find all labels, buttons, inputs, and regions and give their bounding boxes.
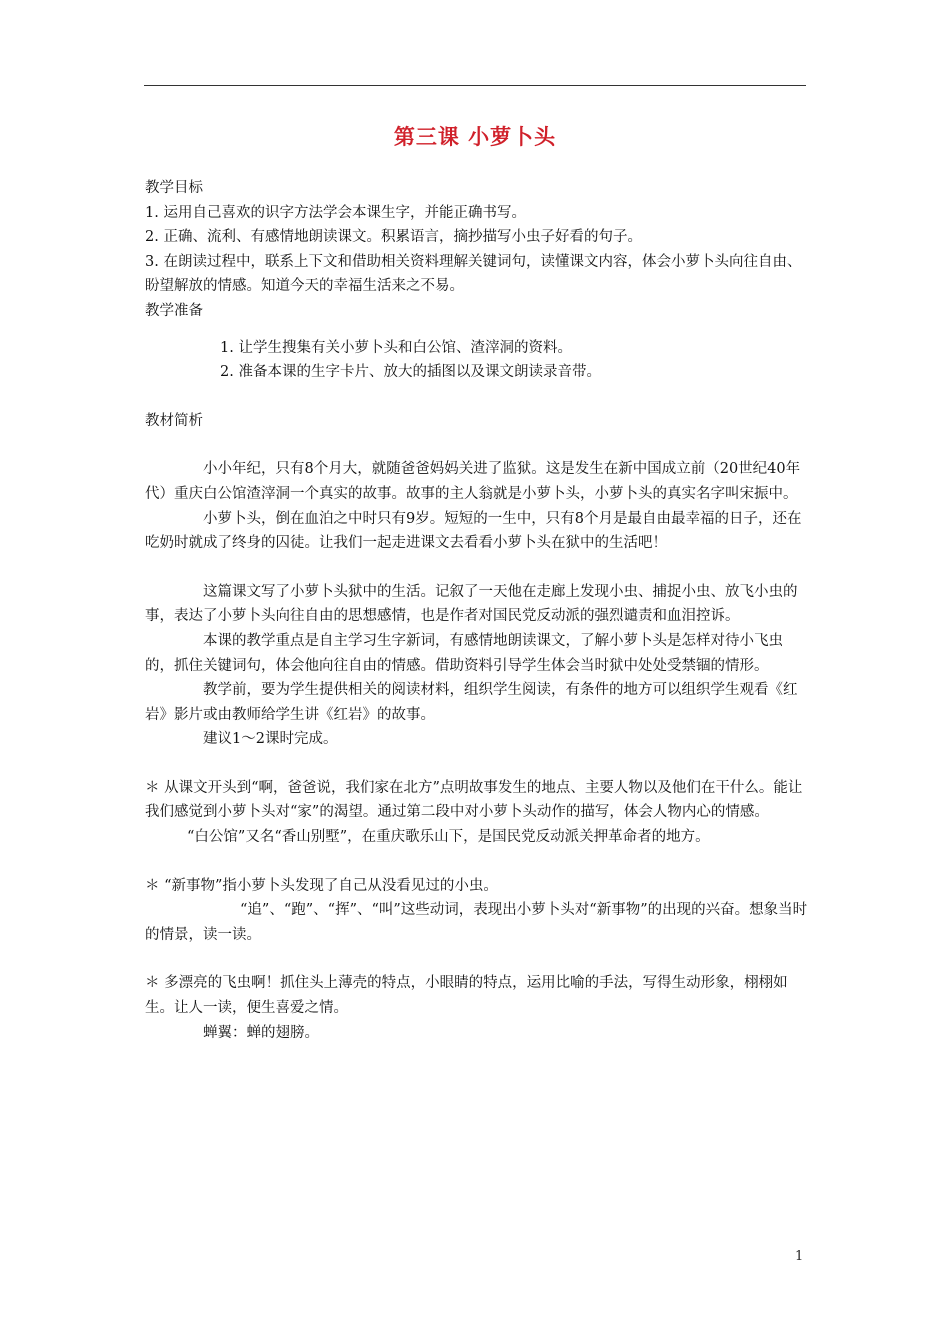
preparation-item: 2. 准备本课的生字卡片、放大的插图以及课文朗读录音带。 — [220, 364, 601, 381]
note-sub: 蝉翼：蝉的翅膀。 — [203, 1024, 319, 1041]
goal-item: 3. 在朗读过程中，联系上下文和借助相关资料理解关键词句，读懂课文内容，体会小萝卜头向往自由、盼望解放的情感。知道今天的幸福生活来之不易。 — [145, 253, 802, 295]
note-main: ＊ 从课文开头到“啊，爸爸说，我们家在北方”点明故事发生的地点、主要人物以及他们在干什么。能让我们感觉到小萝卜头对“家”的渴望。通过第二段中对小萝卜头动作的描写，体会人物内心的情感。 — [145, 779, 803, 821]
document-body — [145, 176, 810, 1045]
preparation-item: 1. 让学生搜集有关小萝卜头和白公馆、渣滓洞的资料。 — [220, 339, 572, 356]
analysis-paragraph: 本课的教学重点是自主学习生字新词，有感情地朗读课文，了解小萝卜头是怎样对待小飞虫的，抓住关键词句，体会他向往自由的情感。借助资料引导学生体会当时狱中处处受禁锢的情形。 — [145, 632, 783, 674]
goal-item: 1. 运用自己喜欢的识字方法学会本课生字，并能正确书写。 — [145, 204, 526, 221]
analysis-paragraph: 教学前，要为学生提供相关的阅读材料，组织学生阅读，有条件的地方可以组织学生观看《红岩》影片或由教师给学生讲《红岩》的故事。 — [145, 682, 798, 723]
analysis-heading: 教材简析 — [145, 412, 203, 429]
header-rule — [144, 85, 806, 86]
analysis-paragraph: 建议1～2课时完成。 — [203, 731, 338, 748]
preparation-heading: 教学准备 — [145, 302, 203, 319]
goals-heading: 教学目标 — [145, 180, 203, 196]
analysis-paragraph: 小萝卜头，倒在血泊之中时只有9岁。短短的一生中，只有8个月是最自由最幸福的日子，还在吃奶时就成了终身的囚徒。让我们一起走进课文去看看小萝卜头在狱中的生活吧！ — [145, 510, 802, 552]
note-main: ＊ 多漂亮的飞虫啊！抓住头上薄壳的特点，小眼睛的特点，运用比喻的手法，写得生动形象，栩栩如生。让人一读，便生喜爱之情。 — [145, 975, 788, 1017]
analysis-paragraph: 小小年纪，只有8个月大，就随爸爸妈妈关进了监狱。这是发生在新中国成立前（20世纪40年代）重庆白公馆渣滓洞一个真实的故事。故事的主人翁就是小萝卜头，小萝卜头的真实名字叫宋振中。 — [145, 461, 801, 502]
page-number: 1 — [795, 1249, 804, 1264]
page-title: 第三课 小萝卜头 — [393, 124, 557, 149]
note-sub: “白公馆”又名“香山别墅”，在重庆歌乐山下，是国民党反动派关押革命者的地方。 — [187, 829, 710, 846]
note-sub: “追”、“跑”、“挥”、“叫”这些动词，表现出小萝卜头对“新事物”的出现的兴奋。想象当时的情景，读一读。 — [145, 902, 808, 943]
note-main: ＊ “新事物”指小萝卜头发现了自己从没看见过的小虫。 — [145, 877, 498, 894]
analysis-paragraph: 这篇课文写了小萝卜头狱中的生活。记叙了一天他在走廊上发现小虫、捕捉小虫、放飞小虫的事，表达了小萝卜头向往自由的思想感情，也是作者对国民党反动派的强烈谴责和血泪控诉。 — [145, 583, 798, 625]
goal-item: 2. 正确、流利、有感情地朗读课文。积累语言，摘抄描写小虫子好看的句子。 — [145, 229, 642, 246]
